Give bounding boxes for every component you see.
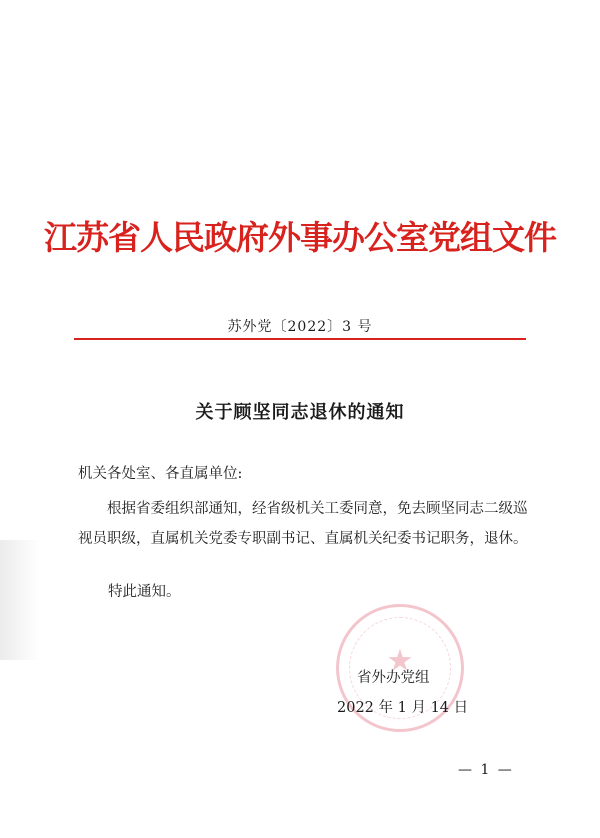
seal-star-icon: ★ xyxy=(386,643,414,679)
signer: 省外办党组 xyxy=(357,670,430,686)
scan-shadow xyxy=(0,540,40,660)
notice-title: 关于顾坚同志退休的通知 xyxy=(195,402,405,423)
red-separator-line xyxy=(74,338,526,340)
salutation: 机关各处室、各直属单位: xyxy=(78,466,243,482)
issue-date: 2022 年 1 月 14 日 xyxy=(337,700,469,716)
document-header-title: 江苏省人民政府外事办公室党组文件 xyxy=(44,218,556,257)
body-paragraph: 根据省委组织部通知，经省级机关工委同意，免去顾坚同志二级巡视员职级，直属机关党委专职副书记、直属机关纪委书记职务，退休。 xyxy=(78,501,528,547)
closing-line: 特此通知。 xyxy=(108,584,181,600)
document-number: 苏外党〔2022〕3 号 xyxy=(227,319,373,335)
page-number: — 1 — xyxy=(458,762,514,778)
